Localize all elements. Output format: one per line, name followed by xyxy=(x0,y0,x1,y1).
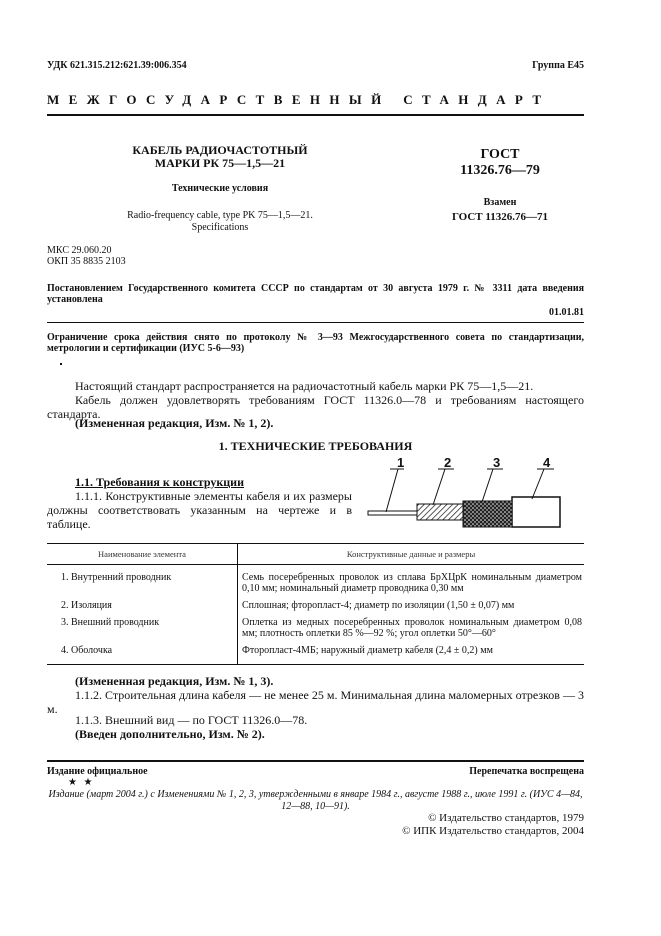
intro-paragraph-1: Настоящий стандарт распространяется на радиочастотный кабель марки РК 75—1,5—21. xyxy=(75,379,534,393)
leader-line-4 xyxy=(532,469,544,499)
replaces-standard: ГОСТ 11326.76—71 xyxy=(451,211,549,223)
table-row xyxy=(47,565,584,600)
title-line-2: МАРКИ РК 75—1,5—21 xyxy=(154,156,286,170)
replaces-label: Взамен xyxy=(483,197,517,208)
amendment-2: (Введен дополнительно, Изм. № 2). xyxy=(75,727,265,741)
standard-banner: МЕЖГОСУДАРСТВЕННЫЙ СТАНДАРТ xyxy=(47,92,551,107)
bullet-dot xyxy=(60,363,62,365)
paragraph-1-1-2: 1.1.2. Строительная длина кабеля — не менее 25 м. Минимальная длина маломерных отрезков — 3 м. xyxy=(47,688,584,716)
sheath-part xyxy=(512,497,560,527)
diagram-label-3: 3 xyxy=(493,455,501,470)
table-row xyxy=(47,599,584,616)
insulation-part xyxy=(417,504,463,520)
section-title: 1. ТЕХНИЧЕСКИЕ ТРЕБОВАНИЯ xyxy=(218,439,413,453)
copyright-block xyxy=(402,812,584,838)
reprint-prohibited: Перепечатка воспрещена xyxy=(469,766,584,777)
resolution-text: Постановлением Государственного комитета СССР по стандартам от 30 августа 1979 г. № 3311 дата введения установлена xyxy=(47,283,584,305)
english-title-line-1: Radio-frequency cable, type PK 75—1,5—21. xyxy=(127,210,313,221)
intro-paragraph-2: Кабель должен удовлетворять требованиям ГОСТ 11326.0—78 и требованиям настоящего стандарта. xyxy=(47,393,584,421)
diagram-label-2: 2 xyxy=(444,455,452,470)
braid-part xyxy=(463,501,512,527)
cable-title xyxy=(90,144,350,170)
row-data: Фторопласт-4МБ; наружный диаметр кабеля (2,4 ± 0,2) мм xyxy=(238,644,585,665)
gost-label: ГОСТ xyxy=(480,147,520,162)
amendment-1-3: (Измененная редакция, Изм. № 1, 3). xyxy=(75,674,274,688)
paragraph-1-1-1: 1.1.1. Конструктивные элементы кабеля и их размеры должны соответствовать указанным на чертеже и в таблице. xyxy=(47,489,352,531)
row-data: Оплетка из медных посеребренных проволок номинальным диаметром 0,08 мм; плотность оплетки 85 %—92 %; угол оплетки 50°—60° xyxy=(242,617,582,639)
header-construction-data: Конструктивные данные и размеры xyxy=(238,544,585,565)
official-edition: Издание официальное xyxy=(47,766,148,777)
replaces-block xyxy=(430,196,570,224)
leader-line-1 xyxy=(386,469,398,512)
title-subtitle: Технические условия xyxy=(171,183,269,194)
row-name: 1. Внутренний проводник xyxy=(47,565,238,600)
diagram-label-4: 4 xyxy=(543,455,551,470)
diagram-label-1: 1 xyxy=(397,455,405,470)
gost-number xyxy=(430,147,570,179)
classification-codes xyxy=(47,245,126,267)
english-title xyxy=(90,210,350,234)
inner-conductor-part xyxy=(368,511,417,515)
table-header-row xyxy=(47,544,584,565)
row-name: 2. Изоляция xyxy=(47,599,238,616)
copyright-1979: © Издательство стандартов, 1979 xyxy=(428,812,584,824)
group-code: Группа Е45 xyxy=(532,60,584,71)
stars-mark: ★ ★ xyxy=(68,777,95,788)
table-row xyxy=(47,616,584,644)
header-element-name: Наименование элемента xyxy=(47,544,238,565)
table-row xyxy=(47,644,584,665)
okp-code: ОКП 35 8835 2103 xyxy=(47,256,126,267)
row-name: 3. Внешний проводник xyxy=(47,616,238,644)
restriction-text: Ограничение срока действия снято по протоколу № 3—93 Межгосударственного совета по стандартизации, метрологии и сертификации (ИУС 5-6—93) xyxy=(47,332,584,354)
edition-note: Издание (март 2004 г.) с Изменениями № 1, 2, 3, утвержденными в январе 1984 г., августе 1988 г., июле 1991 г. (ИУС 4—84, 12—88, 10—91). xyxy=(48,789,583,812)
english-title-line-2: Specifications xyxy=(191,222,249,233)
row-data: Сплошная; фторопласт-4; диаметр по изоляции (1,50 ± 0,07) мм xyxy=(242,600,515,611)
intro-amendment: (Измененная редакция, Изм. № 1, 2). xyxy=(75,416,274,430)
cable-drawing xyxy=(360,455,590,537)
paragraph-1-1-3: 1.1.3. Внешний вид — по ГОСТ 11326.0—78. xyxy=(75,713,308,727)
header-rule xyxy=(47,114,584,116)
gost-code: 11326.76—79 xyxy=(460,163,540,178)
footer-rule xyxy=(47,760,584,762)
title-line-1: КАБЕЛЬ РАДИОЧАСТОТНЫЙ xyxy=(132,143,308,157)
mks-code: МКС 29.060.20 xyxy=(47,245,112,256)
leader-line-3 xyxy=(482,469,493,502)
resolution-rule xyxy=(47,322,584,323)
leader-line-2 xyxy=(433,469,445,505)
introduction-date: 01.01.81 xyxy=(549,307,584,318)
copyright-2004: © ИПК Издательство стандартов, 2004 xyxy=(402,825,584,837)
udk-code: УДК 621.315.212:621.39:006.354 xyxy=(47,60,187,71)
construction-table xyxy=(47,543,584,665)
row-data: Семь посеребренных проволок из сплава БрХЦрК номинальным диаметром 0,10 мм; номинальный диаметр проводника 0,30 мм xyxy=(242,572,582,594)
subsection-title: 1.1. Требования к конструкции xyxy=(75,475,245,489)
row-name: 4. Оболочка xyxy=(47,644,238,665)
